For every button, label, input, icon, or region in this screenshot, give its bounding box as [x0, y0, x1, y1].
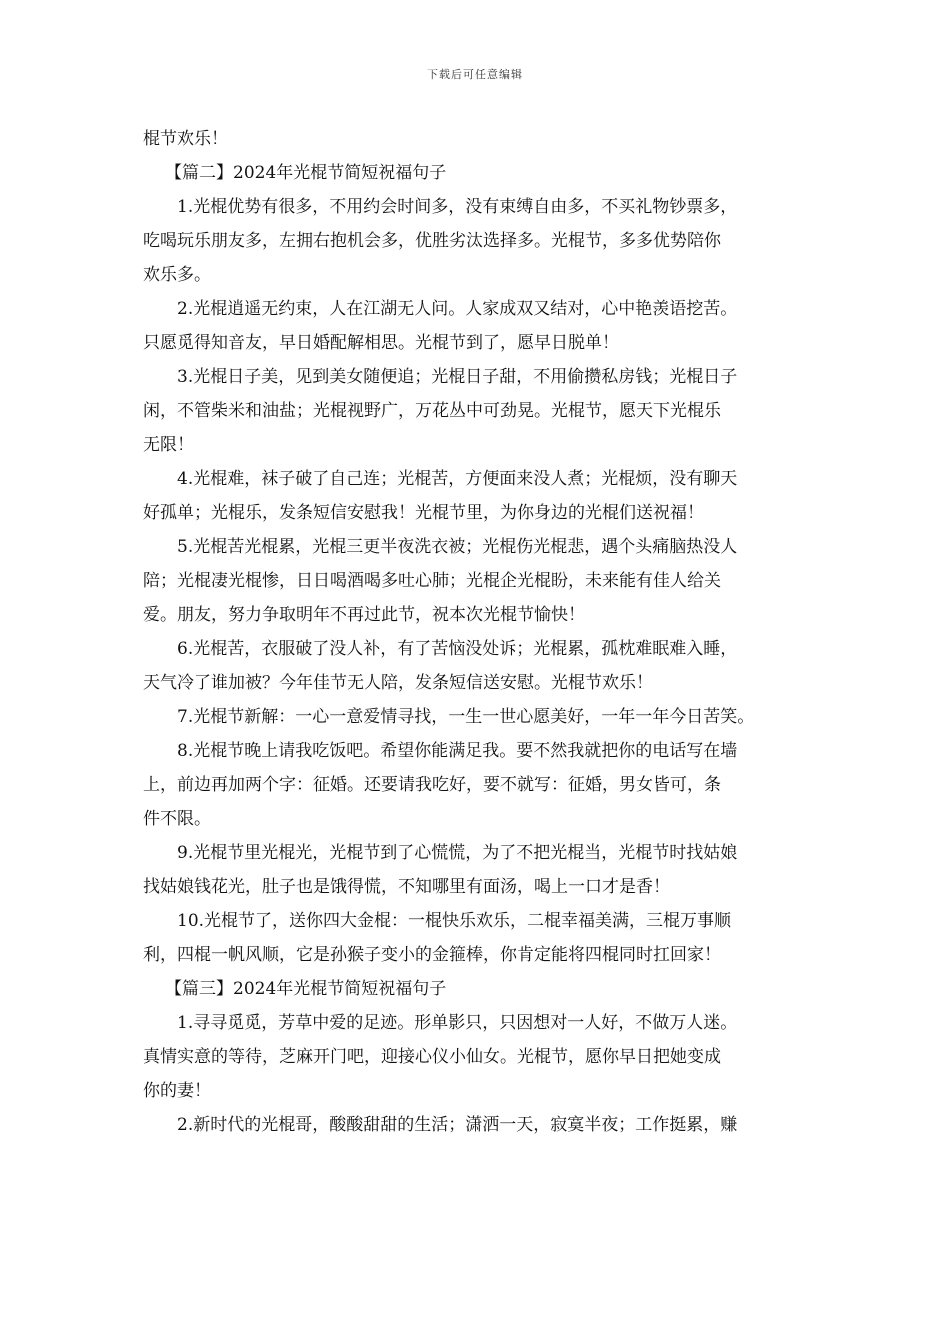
text-line: 上，前边再加两个字：征婚。还要请我吃好，要不就写：征婚，男女皆可，条: [143, 775, 721, 795]
text-line: 只愿觅得知音友，早日婚配解相思。光棍节到了，愿早日脱单！: [143, 333, 619, 353]
text-line: 4.光棍难，袜子破了自己连；光棍苦，方便面来没人煮；光棍烦，没有聊天: [177, 469, 738, 489]
text-line: 5.光棍苦光棍累，光棍三更半夜洗衣被；光棍伤光棍悲，遇个头痛脑热没人: [177, 537, 738, 557]
section-heading: 【篇二】2024年光棍节简短祝福句子: [165, 163, 447, 183]
text-line: 2.光棍逍遥无约束，人在江湖无人问。人家成双又结对，心中艳羡语挖苦。: [177, 299, 738, 319]
text-line: 陪；光棍凄光棍惨，日日喝酒喝多吐心肺；光棍企光棍盼，未来能有佳人给关: [143, 571, 721, 591]
text-line: 2.新时代的光棍哥，酸酸甜甜的生活；潇洒一天，寂寞半夜；工作挺累，赚: [177, 1115, 738, 1135]
text-line: 件不限。: [143, 809, 211, 829]
text-line: 9.光棍节里光棍光，光棍节到了心慌慌，为了不把光棍当，光棍节时找姑娘: [177, 843, 738, 863]
section-heading: 【篇三】2024年光棍节简短祝福句子: [165, 979, 447, 999]
text-line: 找姑娘钱花光，肚子也是饿得慌，不知哪里有面汤，喝上一口才是香！: [143, 877, 670, 897]
text-line: 欢乐多。: [143, 265, 211, 285]
text-line: 3.光棍日子美，见到美女随便追；光棍日子甜，不用偷攒私房钱；光棍日子: [177, 367, 738, 387]
text-line: 无限！: [143, 435, 194, 455]
text-line: 利，四棍一帆风顺，它是孙猴子变小的金箍棒，你肯定能将四棍同时扛回家！: [143, 945, 721, 965]
document-body: [143, 122, 811, 1142]
text-line: 6.光棍苦，衣服破了没人补，有了苦恼没处诉；光棍累，孤枕难眠难入睡，: [177, 639, 738, 659]
text-line: 天气冷了谁加被？今年佳节无人陪，发条短信送安慰。光棍节欢乐！: [143, 673, 653, 693]
text-line: 真情实意的等待，芝麻开门吧，迎接心仪小仙女。光棍节，愿你早日把她变成: [143, 1047, 721, 1067]
text-line: 1.寻寻觅觅，芳草中爱的足迹。形单影只，只因想对一人好，不做万人迷。: [177, 1013, 738, 1033]
text-line: 你的妻！: [143, 1081, 211, 1101]
text-line: 闲，不管柴米和油盐；光棍视野广，万花丛中可劲晃。光棍节，愿天下光棍乐: [143, 401, 721, 421]
page-header-note: 下载后可任意编辑: [427, 68, 523, 81]
text-line: 吃喝玩乐朋友多，左拥右抱机会多，优胜劣汰选择多。光棍节，多多优势陪你: [143, 231, 721, 251]
text-line: 爱。朋友，努力争取明年不再过此节，祝本次光棍节愉快！: [143, 605, 585, 625]
text-line: 7.光棍节新解：一心一意爱情寻找，一生一世心愿美好，一年一年今日苦笑。: [177, 707, 755, 727]
text-line: 棍节欢乐！: [143, 129, 228, 149]
text-line: 好孤单；光棍乐，发条短信安慰我！光棍节里，为你身边的光棍们送祝福！: [143, 503, 704, 523]
text-line: 10.光棍节了，送你四大金棍：一棍快乐欢乐，二棍幸福美满，三棍万事顺: [177, 911, 732, 931]
text-line: 1.光棍优势有很多，不用约会时间多，没有束缚自由多，不买礼物钞票多，: [177, 197, 738, 217]
text-line: 8.光棍节晚上请我吃饭吧。希望你能满足我。要不然我就把你的电话写在墙: [177, 741, 738, 761]
